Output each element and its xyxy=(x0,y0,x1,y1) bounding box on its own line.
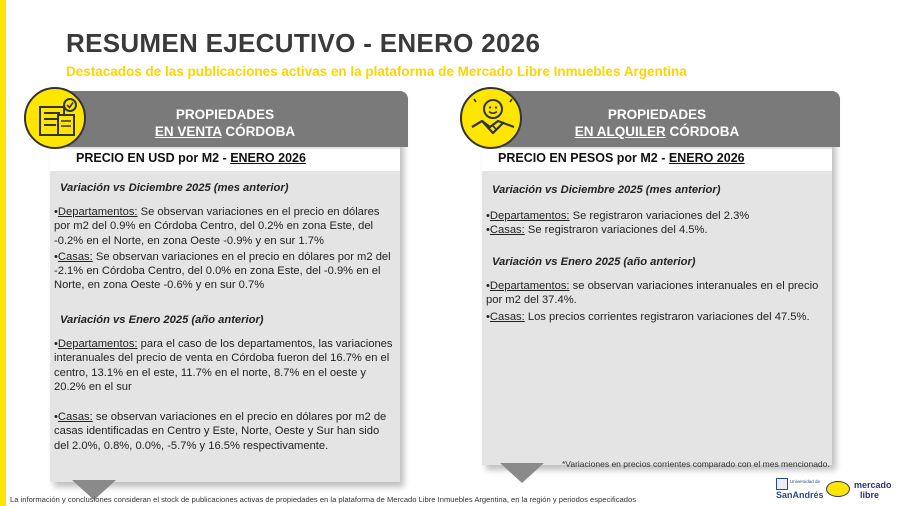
rent-price-heading xyxy=(482,149,832,171)
rent-price-label: PRECIO EN PESOS por M2 - ENERO 2026 xyxy=(498,151,745,165)
list-item: •Departamentos: Se observan variaciones en el precio en dólares por m2 del 0.9% en Córdoba Centro, del 0.2% en zona Este, del -0.2% en el Norte, en zona Oeste -0.9% y en sur 1.7% xyxy=(54,206,380,247)
sale-header-line1: PROPIEDADES xyxy=(175,107,275,122)
rent-header-city: CÓRDOBA xyxy=(665,124,740,139)
rent-header-line1: PROPIEDADES xyxy=(607,107,707,122)
handshake-oval-icon xyxy=(826,481,850,497)
list-item: •Departamentos: se observan variaciones interanuales en el precio por m2 del 37.4%. xyxy=(486,280,819,307)
sale-price-label: PRECIO EN USD por M2 - ENERO 2026 xyxy=(76,151,306,165)
rent-footnote: *Variaciones en precios corrientes comparado con el mes mencionado. xyxy=(562,459,830,469)
sale-card xyxy=(50,91,400,482)
handshake-icon xyxy=(462,89,524,151)
list-item: •Departamentos: para el caso de los departamentos, las variaciones interanuales del precio de venta en Córdoba fueron del 16.7% en el centro, 13.1% en el este, 11.7% en el norte, 8.7% en el oeste y 20.2% en el sur xyxy=(54,338,393,393)
list-item: •Casas: Se observan variaciones en el precio en dólares por m2 del -2.1% en Córdoba Centro, del 0.0% en zona Este, del -0.9% en el Norte, en zona Oeste -0.6% y en sur 0.7% xyxy=(54,250,391,292)
list-item: •Casas: Los precios corrientes registraron variaciones del 47.5%. xyxy=(486,310,810,323)
sale-header-city: CÓRDOBA xyxy=(221,124,296,139)
sale-header-line2 xyxy=(50,124,400,139)
rent-section2-title: Variación vs Enero 2025 (año anterior) xyxy=(492,256,696,268)
rent-section1-list xyxy=(486,209,826,238)
sale-section1-list xyxy=(54,205,394,293)
sale-card-header xyxy=(50,91,400,147)
rent-badge xyxy=(460,87,522,149)
san-andres-logo: Universidad de SanAndrés xyxy=(776,479,824,500)
sale-header-type: EN VENTA xyxy=(154,124,222,139)
page-title: RESUMEN EJECUTIVO - ENERO 2026 xyxy=(66,28,541,58)
list-item: •Casas: Se registraron variaciones del 4.5%. xyxy=(486,224,708,237)
sale-badge xyxy=(24,87,86,149)
document-form-icon xyxy=(26,89,88,151)
rent-header-line2 xyxy=(482,124,832,139)
rent-header-type: EN ALQUILER xyxy=(574,124,666,139)
rent-card-header xyxy=(482,91,832,147)
rent-card-pointer xyxy=(500,463,544,483)
crest-icon xyxy=(776,478,788,490)
page-subtitle: Destacados de las publicaciones activas en la plataforma de Mercado Libre Inmuebles Argentina xyxy=(66,64,687,79)
list-item: •Casas: se observan variaciones en el precio en dólares por m2 de casas identificadas en Centro y Este, Norte, Oeste y Sur han sido del 2.0%, 0.8%, 0.0%, -5.7% y 16.5% respectivamente. xyxy=(54,411,387,452)
list-item: •Departamentos: Se registraron variaciones del 2.3% xyxy=(486,210,750,222)
rent-section1-title: Variación vs Diciembre 2025 (mes anterior) xyxy=(492,184,721,196)
rent-card xyxy=(482,91,832,465)
footer-note: La información y conclusiones consideran el stock de publicaciones activas de propiedades en la plataforma de Mercado Libre Inmuebles Argentina, en la región y periodos especificados xyxy=(10,495,637,504)
rent-section2-list xyxy=(486,279,826,324)
left-accent-bar xyxy=(0,0,6,506)
sale-price-heading xyxy=(50,149,400,171)
mercado-libre-logo: mercado libre xyxy=(826,478,896,502)
sale-section2-title: Variación vs Enero 2025 (año anterior) xyxy=(60,314,264,326)
sale-section1-title: Variación vs Diciembre 2025 (mes anterior) xyxy=(60,182,289,194)
sale-section2-list xyxy=(54,337,394,453)
